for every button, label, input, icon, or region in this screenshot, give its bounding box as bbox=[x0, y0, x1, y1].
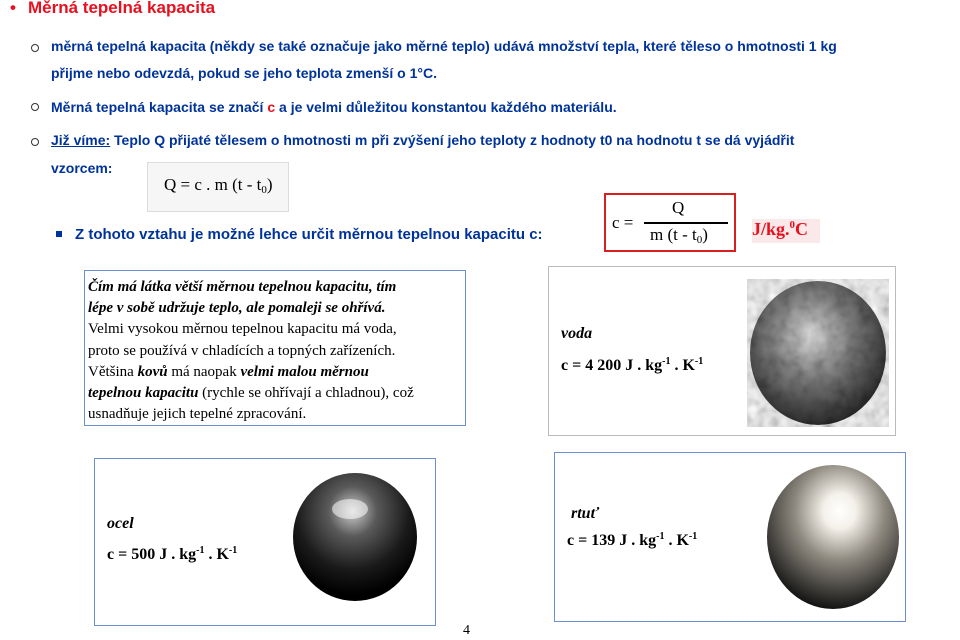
unit-label: J/kg.$^0$C bbox=[752, 219, 820, 243]
info-line-7: usnadňuje jejich tepelné zpracování. bbox=[88, 406, 307, 423]
info-line-5: Většina kovů má naopak velmi malou měrnou bbox=[88, 363, 369, 380]
info-line-2: lépe v sobě udržuje teplo, ale pomaleji se ohřívá. bbox=[88, 300, 386, 317]
material-value: c = 4 200 J . $kg^{-1}$ . $K^{-1}$ bbox=[561, 356, 704, 374]
info-line-6: tepelnou kapacitu (rychle se ohřívají a chladnou), což bbox=[88, 385, 414, 402]
material-card-water bbox=[548, 266, 896, 436]
info-line-4: proto se používá v chladících a topných zařízeních. bbox=[88, 342, 396, 359]
material-name: voda bbox=[561, 325, 593, 342]
formula-box-heat bbox=[148, 163, 288, 211]
bullet-2: Měrná tepelná kapacita se značí c a je velmi důležitou konstantou každého materiálu. bbox=[51, 99, 617, 115]
material-name: ocel bbox=[107, 515, 134, 532]
bullet-circle-icon bbox=[31, 44, 39, 52]
square-bullet-icon bbox=[56, 231, 62, 237]
bullet-1-line-2: přijme nebo odevzdá, pokud se jeho teplota zmenší o 1°C. bbox=[51, 65, 437, 81]
material-name: rtuť bbox=[571, 505, 600, 522]
page-title: • Měrná tepelná kapacita bbox=[10, 0, 216, 17]
page-number: 4 bbox=[463, 623, 470, 638]
steel-sphere-icon bbox=[290, 469, 420, 605]
info-line-3: Velmi vysokou měrnou tepelnou kapacitu má voda, bbox=[88, 321, 397, 338]
formula-box-capacity bbox=[604, 193, 736, 252]
bullet-1-line-1: měrná tepelná kapacita (někdy se také označuje jako měrné teplo) udává množství tepla, které těleso o hmotnosti 1 kg bbox=[51, 38, 837, 54]
formula-heat: Q = c . m $(t - t_0)$ bbox=[164, 175, 273, 196]
formula-numerator: Q bbox=[672, 198, 685, 217]
material-card-mercury bbox=[554, 452, 906, 622]
formula-c-lhs: c = bbox=[612, 213, 634, 232]
info-line-1: Čím má látka větší měrnou tepelnou kapacitu, tím bbox=[88, 279, 397, 295]
bullet-3-line-1: Již víme: Teplo Q přijaté tělesem o hmotnosti m při zvýšení jeho teploty z hodnoty t0 na hodnotu t se dá vyjádřit bbox=[51, 132, 795, 148]
water-sphere-icon bbox=[747, 279, 889, 427]
info-textbox bbox=[84, 270, 466, 426]
bullet-3-line-2: vzorcem: bbox=[51, 160, 113, 176]
formula-denominator: m $(t - t_0)$ bbox=[650, 225, 708, 246]
bullet-circle-icon bbox=[31, 103, 39, 111]
symbol-c: c bbox=[267, 99, 276, 115]
material-card-steel bbox=[94, 458, 436, 626]
bullet-circle-icon bbox=[31, 138, 39, 146]
title-bullet: • bbox=[10, 0, 16, 17]
fraction-bar bbox=[644, 222, 728, 224]
material-value: c = 500 J . $kg^{-1}$ . $K^{-1}$ bbox=[107, 545, 238, 563]
sub-bullet-text: Z tohoto vztahu je možné lehce určit měrnou tepelnou kapacitu c: bbox=[75, 226, 543, 243]
mercury-sphere-icon bbox=[765, 463, 901, 611]
material-value: c = 139 J . $kg^{-1}$ . $K^{-1}$ bbox=[567, 531, 698, 549]
